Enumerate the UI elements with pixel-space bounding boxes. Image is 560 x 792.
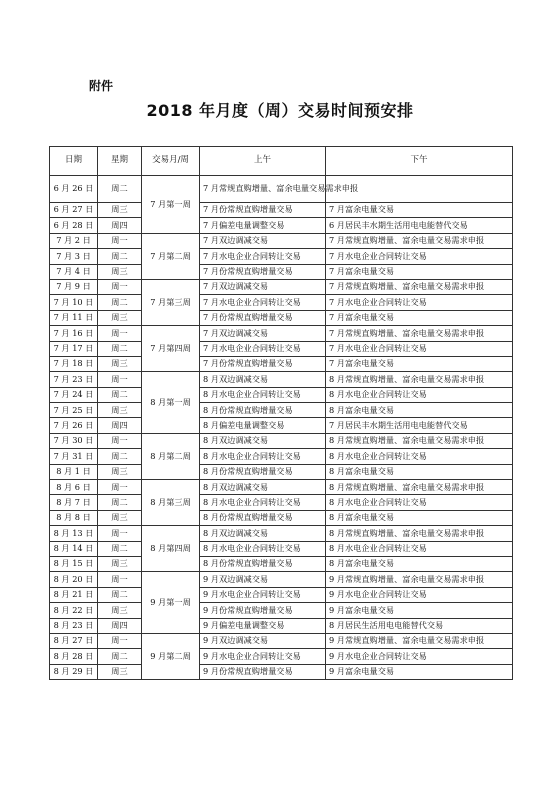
header-weekday: 星期 xyxy=(98,147,142,176)
afternoon-cell: 7 月居民丰水期生活用电电能替代交易 xyxy=(326,418,513,433)
date-cell: 8 月 23 日 xyxy=(50,618,98,633)
date-cell: 7 月 30 日 xyxy=(50,433,98,448)
afternoon-cell: 7 月常规直购增量、富余电量交易需求申报 xyxy=(326,326,513,341)
month-week-cell: 7 月第一周 xyxy=(142,176,200,234)
header-morning: 上午 xyxy=(200,147,326,176)
morning-cell: 9 月水电企业合同转让交易 xyxy=(200,587,326,602)
table-body xyxy=(50,176,513,680)
header-afternoon: 下午 xyxy=(326,147,513,176)
weekday-cell: 周一 xyxy=(98,633,142,648)
morning-cell: 7 月份常规直购增量交易 xyxy=(200,356,326,371)
table-row xyxy=(50,541,513,556)
month-week-cell: 8 月第二周 xyxy=(142,433,200,479)
date-cell: 7 月 25 日 xyxy=(50,403,98,418)
date-cell: 8 月 27 日 xyxy=(50,633,98,648)
date-cell: 7 月 24 日 xyxy=(50,387,98,402)
month-week-cell: 8 月第三周 xyxy=(142,480,200,526)
afternoon-cell: 8 月常规直购增量、富余电量交易需求申报 xyxy=(326,526,513,541)
date-cell: 6 月 26 日 xyxy=(50,176,98,203)
afternoon-cell: 7 月常规直购增量、富余电量交易需求申报 xyxy=(326,233,513,248)
table-row xyxy=(50,203,513,218)
table-row xyxy=(50,587,513,602)
afternoon-cell: 7 月富余电量交易 xyxy=(326,264,513,279)
month-week-cell: 7 月第四周 xyxy=(142,326,200,372)
date-cell: 8 月 7 日 xyxy=(50,495,98,510)
weekday-cell: 周一 xyxy=(98,279,142,294)
afternoon-cell: 8 月富余电量交易 xyxy=(326,510,513,525)
afternoon-cell: 7 月富余电量交易 xyxy=(326,203,513,218)
morning-cell: 8 月份常规直购增量交易 xyxy=(200,403,326,418)
afternoon-cell: 8 月水电企业合同转让交易 xyxy=(326,387,513,402)
table-row xyxy=(50,310,513,325)
weekday-cell: 周一 xyxy=(98,433,142,448)
date-cell: 7 月 23 日 xyxy=(50,372,98,387)
morning-cell: 8 月双边调减交易 xyxy=(200,433,326,448)
date-cell: 8 月 8 日 xyxy=(50,510,98,525)
weekday-cell: 周二 xyxy=(98,295,142,310)
morning-cell: 9 月份常规直购增量交易 xyxy=(200,664,326,679)
date-cell: 8 月 29 日 xyxy=(50,664,98,679)
afternoon-cell: 8 月富余电量交易 xyxy=(326,464,513,479)
weekday-cell: 周二 xyxy=(98,249,142,264)
afternoon-cell: 6 月居民丰水期生活用电电能替代交易 xyxy=(326,218,513,233)
morning-cell: 8 月水电企业合同转让交易 xyxy=(200,541,326,556)
table-row xyxy=(50,603,513,618)
weekday-cell: 周三 xyxy=(98,664,142,679)
morning-cell: 9 月份常规直购增量交易 xyxy=(200,603,326,618)
afternoon-cell: 9 月常规直购增量、富余电量交易需求申报 xyxy=(326,572,513,587)
date-cell: 8 月 6 日 xyxy=(50,480,98,495)
morning-cell: 8 月份常规直购增量交易 xyxy=(200,464,326,479)
date-cell: 8 月 28 日 xyxy=(50,649,98,664)
date-cell: 7 月 26 日 xyxy=(50,418,98,433)
weekday-cell: 周二 xyxy=(98,341,142,356)
table-row xyxy=(50,572,513,587)
date-cell: 8 月 13 日 xyxy=(50,526,98,541)
morning-cell: 7 月水电企业合同转让交易 xyxy=(200,341,326,356)
header-month-week: 交易月/周 xyxy=(142,147,200,176)
morning-cell: 8 月双边调减交易 xyxy=(200,526,326,541)
table-row xyxy=(50,480,513,495)
afternoon-cell: 9 月富余电量交易 xyxy=(326,603,513,618)
morning-cell: 9 月双边调减交易 xyxy=(200,572,326,587)
table-row xyxy=(50,372,513,387)
date-cell: 8 月 20 日 xyxy=(50,572,98,587)
table-row xyxy=(50,449,513,464)
weekday-cell: 周三 xyxy=(98,356,142,371)
date-cell: 7 月 4 日 xyxy=(50,264,98,279)
weekday-cell: 周二 xyxy=(98,449,142,464)
weekday-cell: 周一 xyxy=(98,526,142,541)
afternoon-cell: 8 月居民生活用电电能替代交易 xyxy=(326,618,513,633)
afternoon-cell: 8 月常规直购增量、富余电量交易需求申报 xyxy=(326,480,513,495)
afternoon-cell: 8 月常规直购增量、富余电量交易需求申报 xyxy=(326,372,513,387)
morning-cell: 7 月双边调减交易 xyxy=(200,279,326,294)
date-cell: 8 月 14 日 xyxy=(50,541,98,556)
table-row xyxy=(50,233,513,248)
morning-cell: 7 月水电企业合同转让交易 xyxy=(200,249,326,264)
table-row xyxy=(50,341,513,356)
weekday-cell: 周四 xyxy=(98,618,142,633)
month-week-cell: 9 月第二周 xyxy=(142,633,200,679)
date-cell: 6 月 28 日 xyxy=(50,218,98,233)
weekday-cell: 周一 xyxy=(98,326,142,341)
page-title: 2018 年月度（周）交易时间预安排 xyxy=(146,101,414,120)
afternoon-cell: 8 月水电企业合同转让交易 xyxy=(326,449,513,464)
date-cell: 8 月 1 日 xyxy=(50,464,98,479)
date-cell: 7 月 2 日 xyxy=(50,233,98,248)
afternoon-cell: 7 月富余电量交易 xyxy=(326,356,513,371)
table-row xyxy=(50,249,513,264)
morning-cell: 8 月份常规直购增量交易 xyxy=(200,510,326,525)
morning-cell: 8 月水电企业合同转让交易 xyxy=(200,449,326,464)
morning-cell: 7 月常规直购增量、富余电量交易需求申报 xyxy=(200,176,326,203)
morning-cell: 8 月份常规直购增量交易 xyxy=(200,556,326,571)
weekday-cell: 周三 xyxy=(98,603,142,618)
weekday-cell: 周四 xyxy=(98,218,142,233)
month-week-cell: 9 月第一周 xyxy=(142,572,200,634)
morning-cell: 7 月双边调减交易 xyxy=(200,233,326,248)
morning-cell: 8 月双边调减交易 xyxy=(200,372,326,387)
date-cell: 7 月 9 日 xyxy=(50,279,98,294)
header-date: 日期 xyxy=(50,147,98,176)
morning-cell: 7 月偏差电量调整交易 xyxy=(200,218,326,233)
schedule-table xyxy=(49,146,513,680)
afternoon-cell: 9 月水电企业合同转让交易 xyxy=(326,649,513,664)
afternoon-cell: 9 月常规直购增量、富余电量交易需求申报 xyxy=(326,633,513,648)
date-cell: 7 月 3 日 xyxy=(50,249,98,264)
morning-cell: 7 月份常规直购增量交易 xyxy=(200,203,326,218)
table-header xyxy=(50,147,513,176)
weekday-cell: 周三 xyxy=(98,264,142,279)
morning-cell: 8 月双边调减交易 xyxy=(200,480,326,495)
date-cell: 8 月 22 日 xyxy=(50,603,98,618)
weekday-cell: 周二 xyxy=(98,387,142,402)
morning-cell: 7 月水电企业合同转让交易 xyxy=(200,295,326,310)
afternoon-cell: 7 月水电企业合同转让交易 xyxy=(326,295,513,310)
afternoon-cell: 7 月常规直购增量、富余电量交易需求申报 xyxy=(326,279,513,294)
table-row xyxy=(50,526,513,541)
date-cell: 7 月 31 日 xyxy=(50,449,98,464)
morning-cell: 8 月偏差电量调整交易 xyxy=(200,418,326,433)
date-cell: 7 月 11 日 xyxy=(50,310,98,325)
table-row xyxy=(50,664,513,679)
table-row xyxy=(50,176,513,203)
morning-cell: 8 月水电企业合同转让交易 xyxy=(200,495,326,510)
afternoon-cell: 9 月富余电量交易 xyxy=(326,664,513,679)
month-week-cell: 7 月第二周 xyxy=(142,233,200,279)
header-row xyxy=(50,147,513,176)
weekday-cell: 周三 xyxy=(98,556,142,571)
afternoon-cell: 7 月富余电量交易 xyxy=(326,310,513,325)
table-row xyxy=(50,403,513,418)
afternoon-cell: 9 月水电企业合同转让交易 xyxy=(326,587,513,602)
morning-cell: 9 月水电企业合同转让交易 xyxy=(200,649,326,664)
afternoon-cell: 7 月水电企业合同转让交易 xyxy=(326,341,513,356)
morning-cell: 7 月份常规直购增量交易 xyxy=(200,310,326,325)
table-row xyxy=(50,264,513,279)
weekday-cell: 周三 xyxy=(98,510,142,525)
weekday-cell: 周二 xyxy=(98,541,142,556)
table-row xyxy=(50,356,513,371)
weekday-cell: 周二 xyxy=(98,649,142,664)
weekday-cell: 周三 xyxy=(98,310,142,325)
weekday-cell: 周三 xyxy=(98,403,142,418)
morning-cell: 9 月偏差电量调整交易 xyxy=(200,618,326,633)
table-row xyxy=(50,649,513,664)
weekday-cell: 周一 xyxy=(98,480,142,495)
weekday-cell: 周三 xyxy=(98,203,142,218)
month-week-cell: 8 月第一周 xyxy=(142,372,200,434)
afternoon-cell: 8 月水电企业合同转让交易 xyxy=(326,495,513,510)
table-row xyxy=(50,387,513,402)
morning-cell: 7 月双边调减交易 xyxy=(200,326,326,341)
weekday-cell: 周一 xyxy=(98,233,142,248)
weekday-cell: 周二 xyxy=(98,587,142,602)
table-row xyxy=(50,326,513,341)
afternoon-cell: 7 月水电企业合同转让交易 xyxy=(326,249,513,264)
month-week-cell: 8 月第四周 xyxy=(142,526,200,572)
afternoon-cell: 8 月富余电量交易 xyxy=(326,556,513,571)
date-cell: 7 月 10 日 xyxy=(50,295,98,310)
date-cell: 7 月 16 日 xyxy=(50,326,98,341)
afternoon-cell: 8 月水电企业合同转让交易 xyxy=(326,541,513,556)
weekday-cell: 周四 xyxy=(98,418,142,433)
table-row xyxy=(50,495,513,510)
table-row xyxy=(50,618,513,633)
date-cell: 8 月 15 日 xyxy=(50,556,98,571)
table-row xyxy=(50,633,513,648)
date-cell: 7 月 18 日 xyxy=(50,356,98,371)
table-row xyxy=(50,218,513,233)
weekday-cell: 周一 xyxy=(98,372,142,387)
afternoon-cell: 8 月富余电量交易 xyxy=(326,403,513,418)
morning-cell: 8 月水电企业合同转让交易 xyxy=(200,387,326,402)
table-row xyxy=(50,556,513,571)
date-cell: 6 月 27 日 xyxy=(50,203,98,218)
table-row xyxy=(50,418,513,433)
weekday-cell: 周二 xyxy=(98,495,142,510)
month-week-cell: 7 月第三周 xyxy=(142,279,200,325)
morning-cell: 7 月份常规直购增量交易 xyxy=(200,264,326,279)
table-row xyxy=(50,464,513,479)
weekday-cell: 周二 xyxy=(98,176,142,203)
table-row xyxy=(50,295,513,310)
date-cell: 7 月 17 日 xyxy=(50,341,98,356)
date-cell: 8 月 21 日 xyxy=(50,587,98,602)
morning-cell: 9 月双边调减交易 xyxy=(200,633,326,648)
table-row xyxy=(50,433,513,448)
afternoon-cell: 8 月常规直购增量、富余电量交易需求申报 xyxy=(326,433,513,448)
weekday-cell: 周三 xyxy=(98,464,142,479)
attachment-label: 附件 xyxy=(89,79,114,93)
table-row xyxy=(50,279,513,294)
table-row xyxy=(50,510,513,525)
weekday-cell: 周一 xyxy=(98,572,142,587)
